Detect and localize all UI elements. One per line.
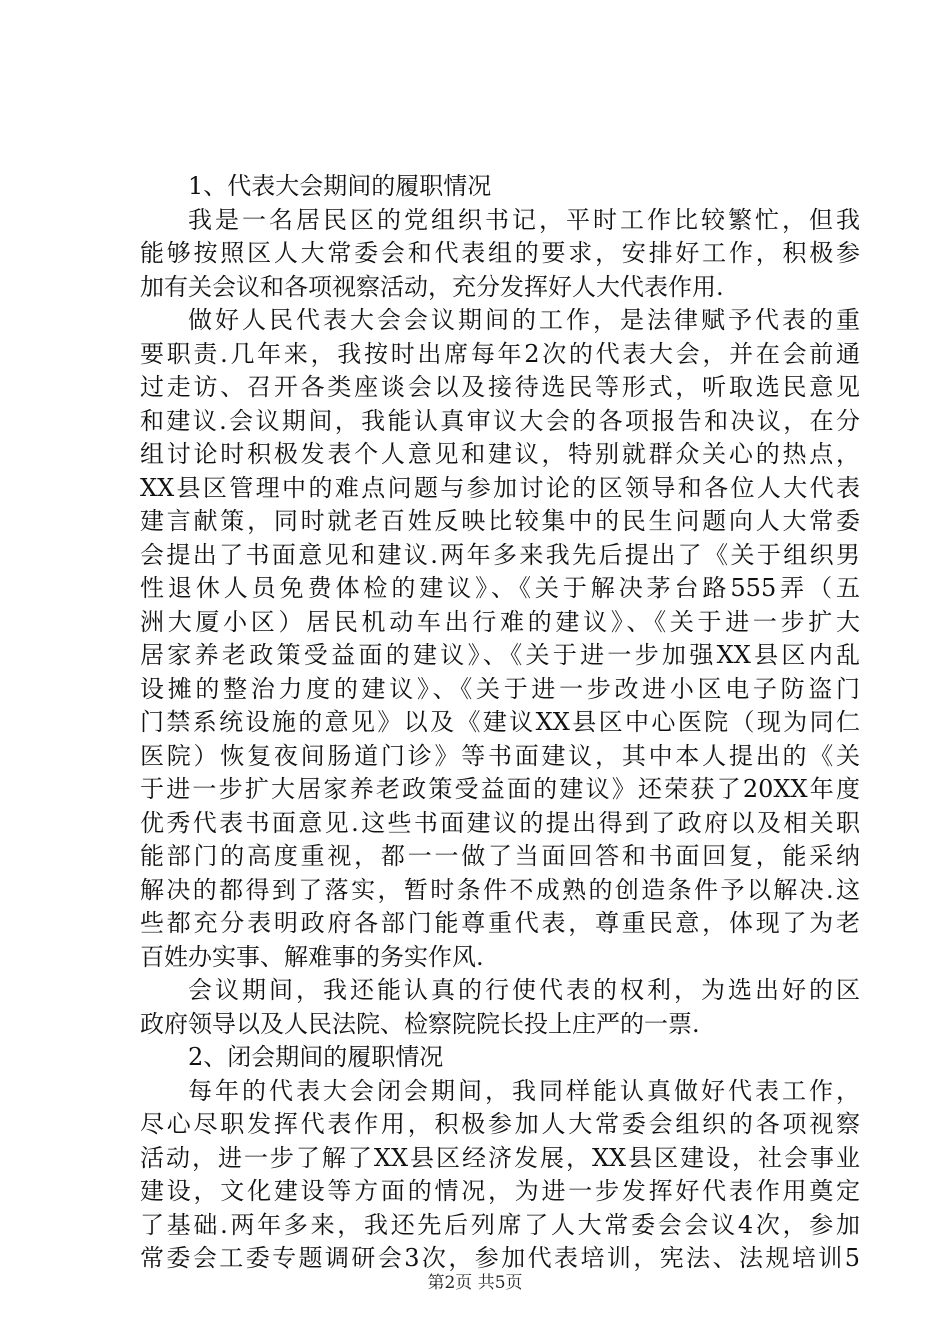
text-line: 医院）恢复夜间肠道门诊》等书面建议，其中本人提出的《关 (140, 741, 860, 770)
text-line: 设摊的整治力度的建议》、《关于进一步改进小区电子防盗门 (140, 674, 860, 703)
text-line: 组讨论时积极发表个人意见和建议，特别就群众关心的热点， (140, 440, 860, 468)
text-line: 常委会工委专题调研会3次，参加代表培训，宪法、法规培训5 (140, 1244, 860, 1272)
text-line: XX县区管理中的难点问题与参加讨论的区领导和各位人大代表 (140, 473, 860, 502)
text-line: 能够按照区人大常委会和代表组的要求，安排好工作，积极参 (140, 239, 860, 267)
text-line: 门禁系统设施的意见》以及《建议XX县区中心医院（现为同仁 (140, 708, 860, 736)
text-line: 会提出了书面意见和建议.两年多来我先后提出了《关于组织男 (140, 540, 860, 569)
text-line: 优秀代表书面意见.这些书面建议的提出得到了政府以及相关职 (140, 808, 860, 837)
text-line: 活动，进一步了解了XX县区经济发展，XX县区建设，社会事业 (140, 1143, 860, 1172)
text-line: 些都充分表明政府各部门能尊重代表，尊重民意，体现了为老 (140, 909, 860, 937)
text-line: 我是一名居民区的党组织书记，平时工作比较繁忙，但我 (188, 205, 860, 234)
text-line: 建言献策，同时就老百姓反映比较集中的民生问题向人大常委 (140, 507, 860, 535)
page-number-footer: 第2页 共5页 (427, 1273, 523, 1293)
text-line: 百姓办实事、解难事的务实作风. (140, 942, 484, 971)
text-line: 尽心尽职发挥代表作用，积极参加人大常委会组织的各项视察 (140, 1110, 860, 1138)
document-body (140, 170, 860, 1276)
text-line: 和建议.会议期间，我能认真审议大会的各项报告和决议，在分 (140, 406, 860, 435)
text-line: 洲大厦小区）居民机动车出行难的建议》、《关于进一步扩大 (140, 607, 860, 636)
text-line: 解决的都得到了落实，暂时条件不成熟的创造条件予以解决.这 (140, 875, 860, 904)
text-line: 加有关会议和各项视察活动，充分发挥好人大代表作用. (140, 272, 724, 301)
text-line: 会议期间，我还能认真的行使代表的权利，为选出好的区 (188, 976, 860, 1004)
text-line: 能部门的高度重视，都一一做了当面回答和书面回复，能采纳 (140, 842, 860, 870)
text-line: 于进一步扩大居家养老政策受益面的建议》还荣获了20XX年度 (140, 775, 860, 803)
text-line: 居家养老政策受益面的建议》、《关于进一步加强XX县区内乱 (140, 641, 860, 669)
text-line: 政府领导以及人民法院、检察院院长投上庄严的一票. (140, 1009, 700, 1038)
text-line: 性退休人员免费体检的建议》、《关于解决茅台路555弄（五 (140, 574, 860, 602)
text-line: 每年的代表大会闭会期间，我同样能认真做好代表工作， (188, 1076, 860, 1105)
text-line: 要职责.几年来，我按时出席每年2次的代表大会，并在会前通 (140, 339, 860, 368)
text-line: 做好人民代表大会会议期间的工作，是法律赋予代表的重 (188, 306, 860, 334)
text-line: 2、闭会期间的履职情况 (188, 1043, 444, 1071)
text-line: 1、代表大会期间的履职情况 (188, 172, 492, 200)
text-line: 过走访、召开各类座谈会以及接待选民等形式，听取选民意见 (140, 373, 860, 401)
text-line: 了基础.两年多来，我还先后列席了人大常委会会议4次，参加 (140, 1210, 860, 1239)
text-line: 建设，文化建设等方面的情况，为进一步发挥好代表作用奠定 (140, 1177, 860, 1205)
